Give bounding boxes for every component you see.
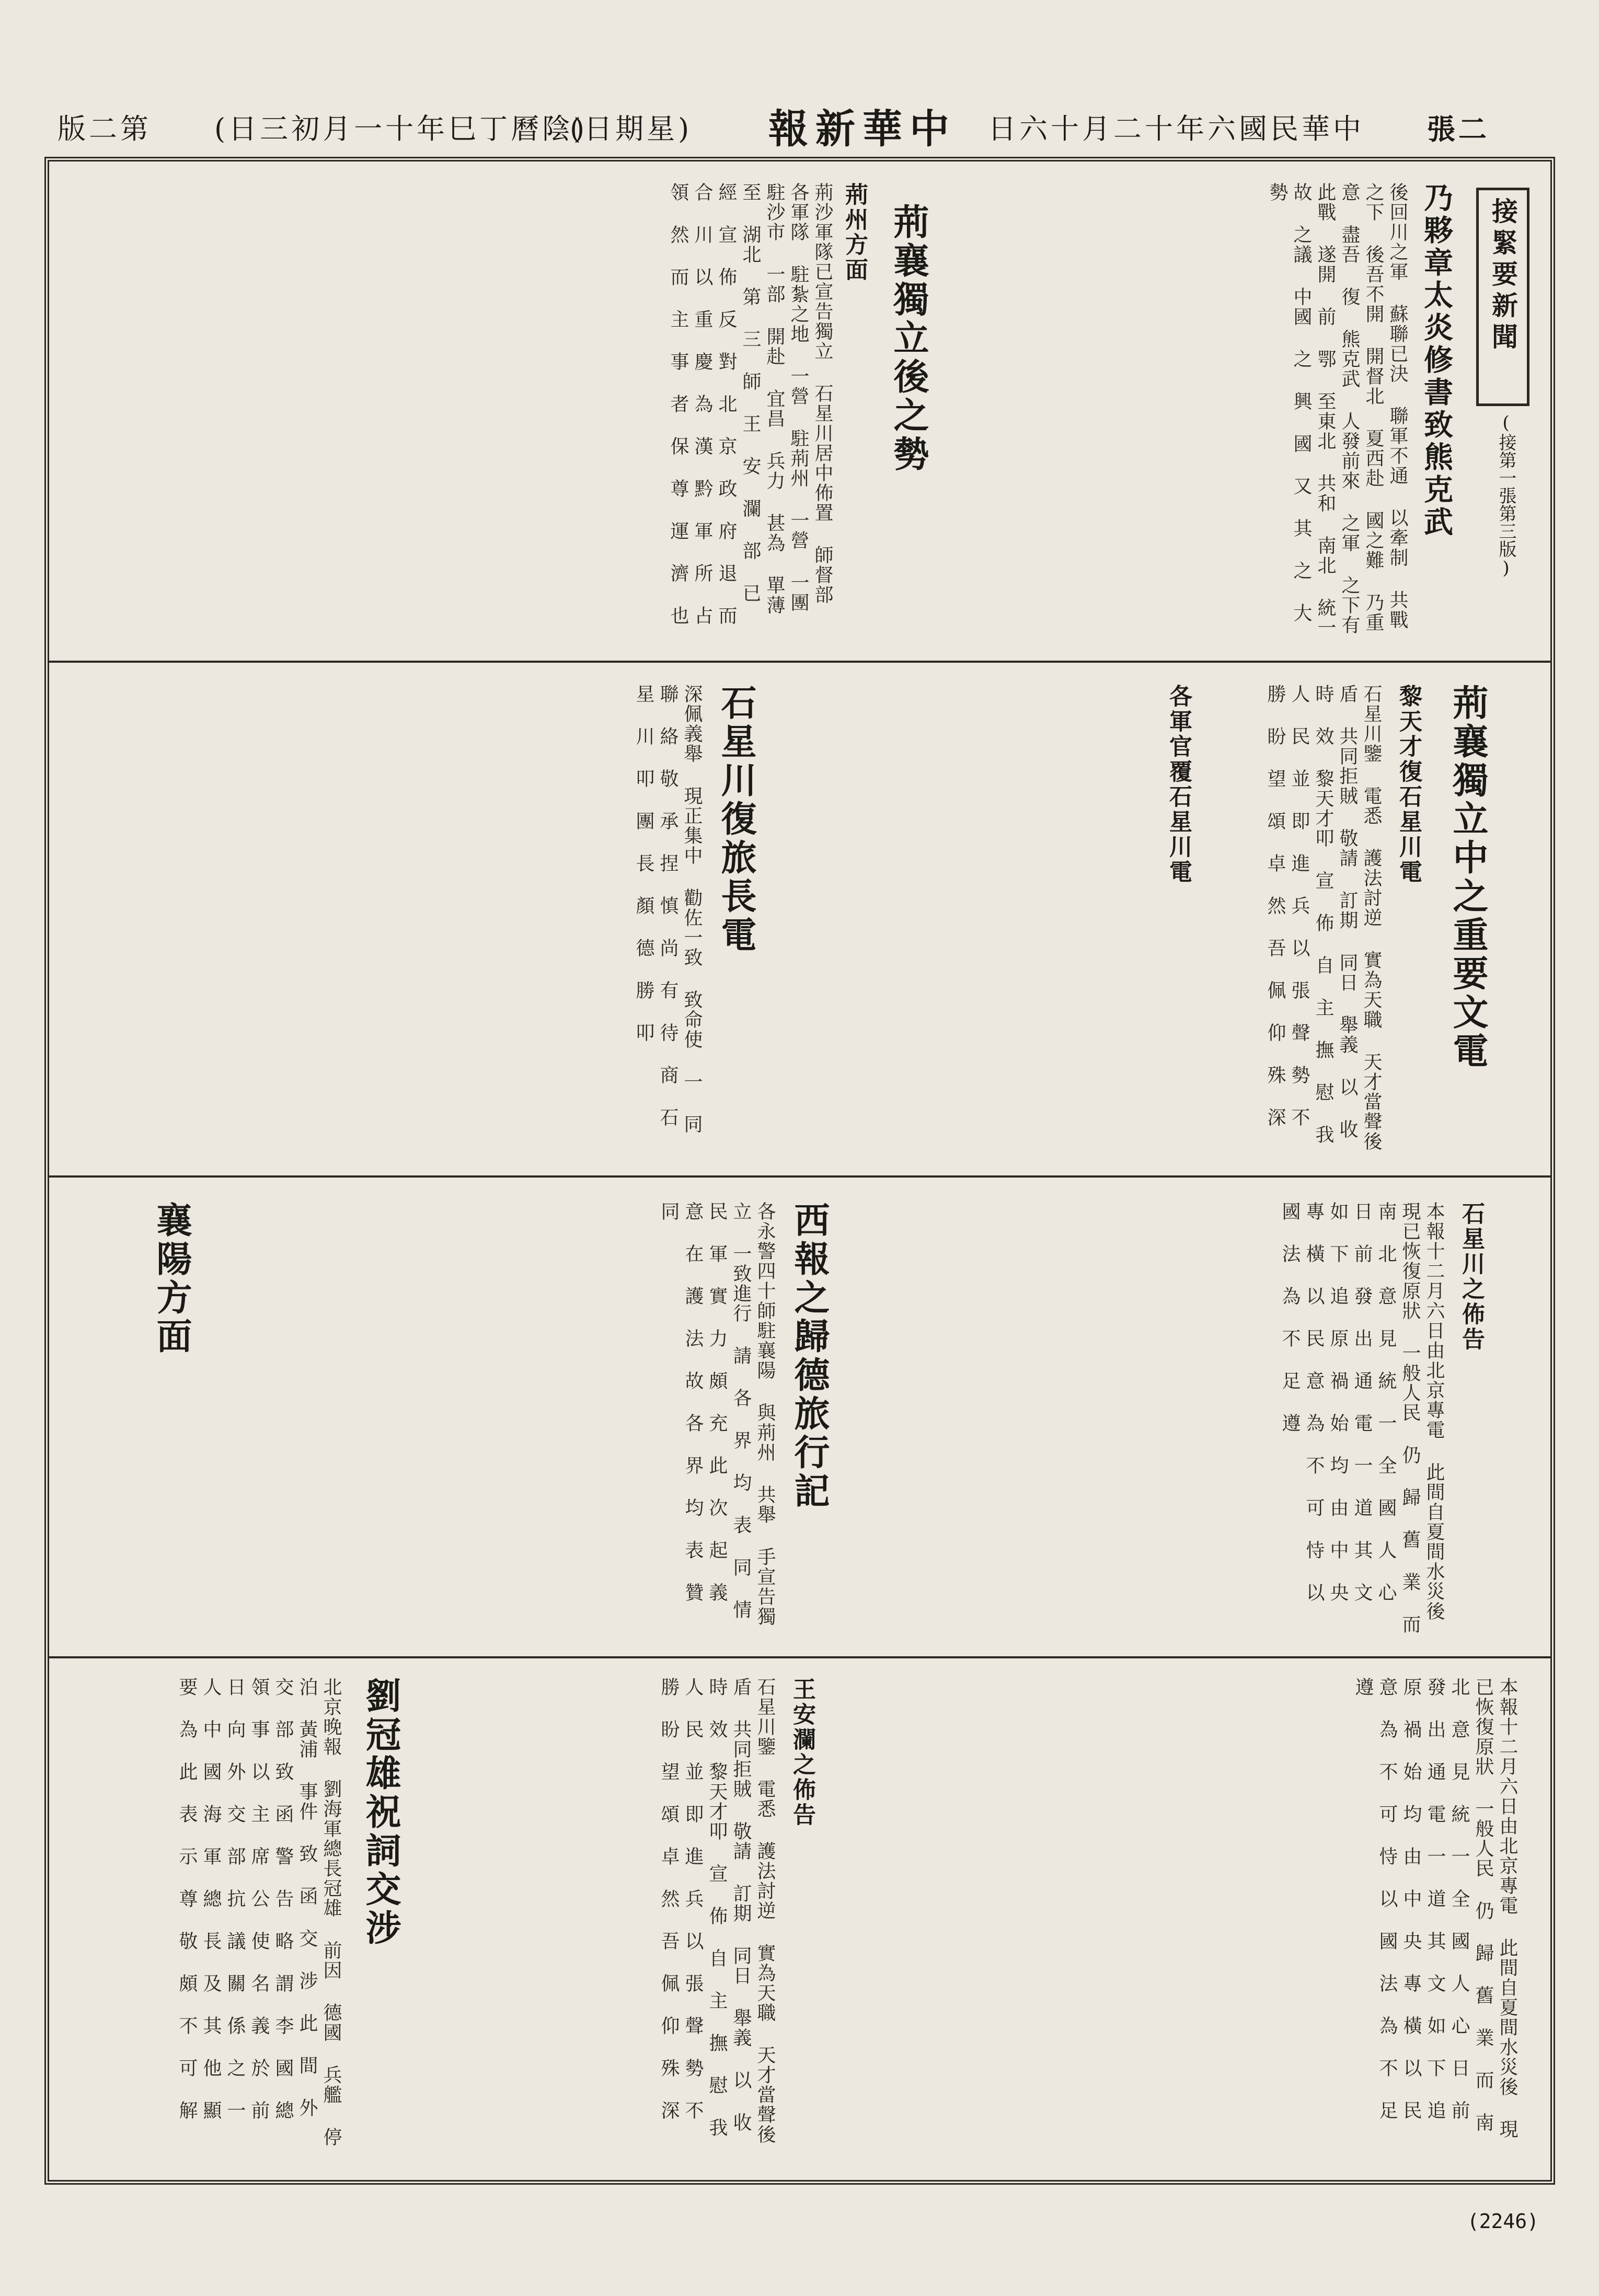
story-body: 深佩義舉 現正集中 勸佐一致 致命使 一 同 聯 絡 敬 承 捏 慎 尚 有 待 商 石 星 川 叩 團 長 顏 德 勝 叩	[633, 684, 703, 1134]
weekday: (日期星)	[570, 112, 693, 145]
section-box-title: 接緊要新聞	[1476, 188, 1529, 406]
story-subhead: 黎天才復石星川電	[1395, 684, 1422, 885]
story-body: 北京晚報 劉海軍總長冠雄 前因 德國 兵艦 停泊 黃浦 事件 致 函 交 涉 此 間 外 交 部 致 函 警 告 略 謂 李 國 總 領 事 以 主 席 公 使 名 義 於 前 日 向 外 交 部 抗 議 關 係 之 一 人 中 國 海 軍 總 長 及 其 他 顯 要 為 此 表 示 尊 敬 頗 不 可 解	[176, 1677, 342, 2147]
tier-divider	[49, 661, 1550, 663]
tier-divider	[49, 1656, 1550, 1658]
story-body: 石星川鑒 電悉 護法討逆 實為天職 天才當聲後盾 共同拒賊 敬請 訂期 同日 舉義 以 收 時 效 黎天才叩 宣 佈 自 主 撫 慰 我 人 民 並 即 進 兵 以 張 聲 勢 不 勝 盼 望 頌 卓 然 吾 佩 仰 殊 深	[658, 1677, 776, 2144]
story-body: 本報十二月六日由北京專電 此間自夏間水災後 現已恢復原狀 一般人民 仍 歸 舊 業 而 南 北 意 見 統 一 全 國 人 心 日 前 發 出 通 電 一 道 其 文 如 下 追 原 禍 始 均 由 中 央 專 橫 以 民 意 為 不 可 恃 以 國 法 為 不 足 遵	[1279, 1202, 1445, 1634]
continuation-note: (接第一張第三版)	[1496, 412, 1516, 579]
sheet-label: 張二	[1427, 112, 1490, 146]
story-headline: 西報之歸德旅行記	[788, 1202, 830, 1511]
story-headline: 石星川復旅長電	[715, 684, 757, 955]
edition-label: 版二第	[57, 112, 152, 145]
story-kicker: 荊州方面	[841, 182, 868, 283]
story-headline: 劉冠雄祝詞交涉	[360, 1677, 401, 1948]
lead-headline: 乃夥章太炎修書致熊克武	[1419, 182, 1454, 539]
lead-body: 後回川之軍 蘇聯已決 聯軍不通 以牽制 共戰之下 後吾不開 開督北 夏西赴 國之難 乃重意 盡吾 復 熊克武 人發前來 之軍 之下有 此戰 遂開 前 鄂 至東北 共和 南北 統一 故 之議 中國 之 興 國 又 其 之 大 勢	[1267, 182, 1408, 638]
story-body: 各永警四十師駐襄陽 與荊州 共舉 手宣告獨立 一致進行 請 各 界 均 表 同 情 民 軍 實 力 頗 充 此 次 起 義 意 在 護 法 故 各 界 均 表 贊 同	[658, 1202, 776, 1626]
story-headline: 荊襄獨立中之重要文電	[1447, 684, 1489, 1071]
story-headline: 荊襄獨立後之勢	[888, 203, 929, 474]
lunar-date: (日三初月一十年巳丁曆陰)	[214, 112, 588, 145]
story-headline: 襄陽方面	[151, 1202, 192, 1356]
masthead	[57, 106, 1536, 152]
story-body: 石星川鑒 電悉 護法討逆 實為天職 天才當聲後盾 共同拒賊 敬請 訂期 同日 舉義 以 收 時 效 黎天才叩 宣 佈 自 主 撫 慰 我 人 民 並 即 進 兵 以 張 聲 勢 不 勝 盼 望 頌 卓 然 吾 佩 仰 殊 深	[1264, 684, 1382, 1151]
story-subhead: 王安瀾之佈告	[789, 1677, 815, 1828]
story-subhead: 石星川之佈告	[1458, 1202, 1485, 1352]
gregorian-date: 日六十月二十年六國民華中	[988, 112, 1364, 145]
story-body: 本報十二月六日由北京專電 此間自夏間水災後 現已恢復原狀 一般人民 仍 歸 舊 業 而 南 北 意 見 統 一 全 國 人 心 日 前 發 出 通 電 一 道 其 文 如 下 追 原 禍 始 均 由 中 央 專 橫 以 民 意 為 不 可 恃 以 國 法 為 不 足 遵	[1352, 1677, 1518, 2139]
newspaper-page	[44, 157, 1555, 2185]
tier-divider	[49, 1175, 1550, 1178]
paper-title: 報新華中	[768, 106, 957, 152]
page-number: (2246)	[1467, 2210, 1539, 2233]
story-subhead: 各軍官覆石星川電	[1165, 684, 1192, 885]
story-body: 荊沙軍隊已宣告獨立 石星川居中佈置 師督部 各軍隊 駐紮之地 一營 駐荊州 一營 一團 駐沙市 一部 開赴 宜昌 兵力 甚為 單薄 至 湖北 第 三 師 王 安 瀾 部 已 經 宣 佈 反 對 北 京 政 府 退 而 合 川 以 重 慶 為 漢 黔 軍 所 占 領 然 而 主 事 者 保 尊 運 濟 也	[668, 182, 833, 626]
